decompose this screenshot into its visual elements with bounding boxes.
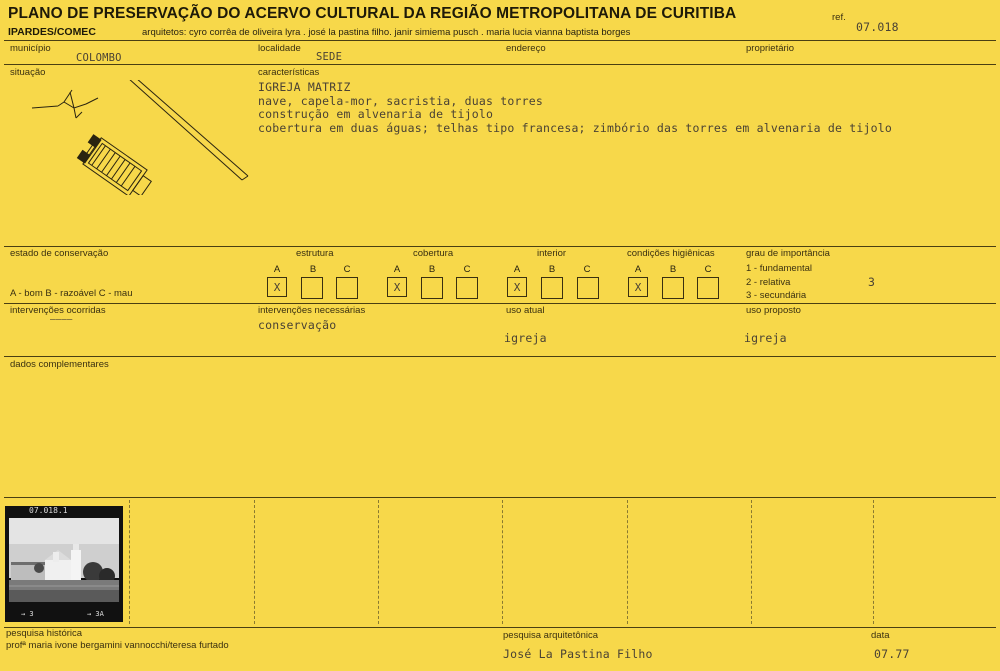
grade-letter: A [513,264,521,275]
importancia-item: 1 - fundamental [746,263,813,274]
localidade-label: localidade [258,43,301,54]
endereco-label: endereço [506,43,546,54]
grade-letter: C [704,264,712,275]
intervencoes-necessarias-value: conservação [258,318,337,332]
data-value: 07.77 [874,647,910,661]
interior-label: interior [537,248,567,259]
importancia-label: grau de importância [746,248,830,259]
caracteristicas-label: características [258,67,320,78]
localidade-value: SEDE [316,51,343,63]
caracteristicas-line: construção em alvenaria de tijolo [258,107,494,121]
cobertura-label: cobertura [413,248,454,259]
dados-complementares-label: dados complementares [10,359,109,370]
higienicas-c-checkbox[interactable] [697,277,719,299]
higienicas-b-checkbox[interactable] [662,277,684,299]
organization-name: IPARDES/COMEC [8,26,96,38]
intervencoes-ocorridas-value: ———— [50,315,73,325]
pesquisa-arquitetonica-value: José La Pastina Filho [503,647,653,661]
divider [4,627,996,628]
estrutura-a-checkbox[interactable]: X [267,277,287,297]
uso-atual-label: uso atual [506,305,545,316]
ref-value: 07.018 [856,20,899,34]
photo-frame-number: → 3 [21,610,34,618]
photo-slot-divider [254,500,255,624]
grade-letter: A [273,264,281,275]
grade-letter: A [634,264,642,275]
grade-letter: A [393,264,401,275]
form-title: PLANO DE PRESERVAÇÃO DO ACERVO CULTURAL DA REGIÃO METROPOLITANA DE CURITIBA [8,5,737,22]
conservacao-label: estado de conservação [10,248,109,259]
photo-frame-label: 07.018.1 [29,506,68,515]
situacao-label: situação [10,67,46,78]
photo-slot-divider [502,500,503,624]
interior-a-checkbox[interactable]: X [507,277,527,297]
grade-letter: B [669,264,677,275]
proprietario-label: proprietário [746,43,795,54]
grade-letter: B [309,264,317,275]
importancia-value: 3 [868,275,876,289]
interior-c-checkbox[interactable] [577,277,599,299]
estrutura-b-checkbox[interactable] [301,277,323,299]
municipio-value: COLOMBO [76,52,122,64]
condicoes-higienicas-label: condições higiênicas [627,248,715,259]
estrutura-c-checkbox[interactable] [336,277,358,299]
cobertura-c-checkbox[interactable] [456,277,478,299]
ref-label: ref. [832,12,846,23]
higienicas-a-checkbox[interactable]: X [628,277,648,297]
divider [4,246,996,247]
photo-slot-divider [751,500,752,624]
photo-slot-divider [627,500,628,624]
caracteristicas-line: cobertura em duas águas; telhas tipo francesa; zimbório das torres em alvenaria de tijolo [258,121,892,135]
grade-letter: C [463,264,471,275]
pesquisa-historica-value: profª maria ivone bergamini vannocchi/teresa furtado [6,640,229,651]
conservacao-legend: A - bom B - razoável C - mau [10,288,133,299]
photo-frame-number: → 3A [87,610,104,618]
site-sketch [20,80,260,195]
cobertura-a-checkbox[interactable]: X [387,277,407,297]
interior-b-checkbox[interactable] [541,277,563,299]
grade-letter: B [428,264,436,275]
grade-letter: B [548,264,556,275]
grade-letter: C [583,264,591,275]
divider [4,64,996,65]
divider [4,303,996,304]
intervencoes-ocorridas-label: intervenções ocorridas [10,305,106,316]
uso-proposto-label: uso proposto [746,305,801,316]
importancia-item: 2 - relativa [746,277,791,288]
pesquisa-historica-label: pesquisa histórica [6,628,83,639]
pesquisa-arquitetonica-label: pesquisa arquitetônica [503,630,599,641]
uso-proposto-value: igreja [744,331,787,345]
grade-letter: C [343,264,351,275]
divider [4,497,996,498]
estrutura-label: estrutura [296,248,334,259]
caracteristicas-line: nave, capela-mor, sacristia, duas torres [258,94,543,108]
data-label: data [871,630,890,641]
cobertura-b-checkbox[interactable] [421,277,443,299]
municipio-label: município [10,43,51,54]
architects-credit: arquitetos: cyro corrêa de oliveira lyra . josé la pastina filho. janir simiema pusch . maria lucia vianna baptista borges [142,27,631,38]
importancia-item: 3 - secundária [746,290,807,301]
divider [4,40,996,41]
photo-slot-divider [129,500,130,624]
intervencoes-necessarias-label: intervenções necessárias [258,305,366,316]
caracteristicas-line: IGREJA MATRIZ [258,80,351,94]
uso-atual-value: igreja [504,331,547,345]
divider [4,356,996,357]
photo-slot-divider [378,500,379,624]
photo-slot-divider [873,500,874,624]
church-photo [5,506,123,622]
